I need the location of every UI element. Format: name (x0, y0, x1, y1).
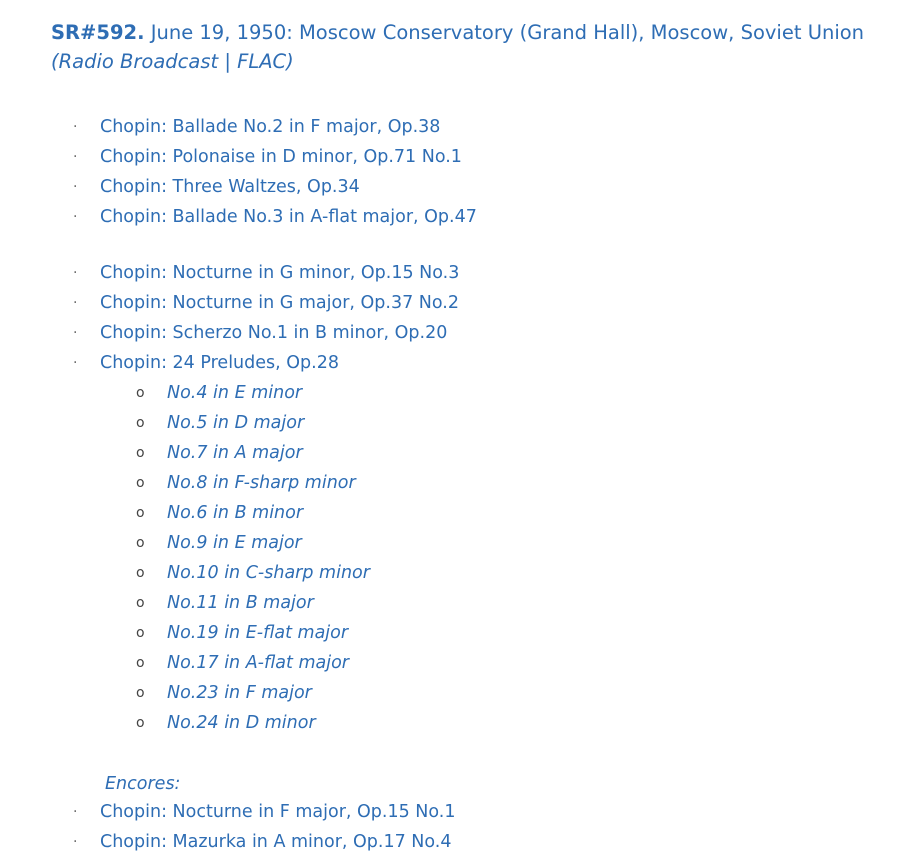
program-item-label: Chopin: Nocturne in G major, Op.37 No.2 (100, 293, 459, 313)
circle-bullet-icon: o (136, 685, 145, 701)
program-item[interactable] (51, 797, 881, 827)
prelude-item[interactable] (51, 438, 881, 468)
program-item[interactable] (51, 318, 881, 348)
circle-bullet-icon: o (136, 415, 145, 431)
circle-bullet-icon: o (136, 505, 145, 521)
program-item-label: Chopin: Polonaise in D minor, Op.71 No.1 (100, 147, 462, 167)
preludes-list (51, 378, 881, 738)
program-item[interactable] (51, 348, 881, 378)
bullet-icon: · (73, 209, 78, 225)
prelude-label: No.6 in B minor (167, 503, 304, 523)
bullet-icon: · (73, 149, 78, 165)
prelude-label: No.17 in A-flat major (167, 653, 349, 673)
program-item[interactable] (51, 202, 881, 232)
prelude-label: No.7 in A major (167, 443, 303, 463)
program-item[interactable] (51, 112, 881, 142)
program-item-label: Chopin: Mazurka in A minor, Op.17 No.4 (100, 832, 452, 852)
bullet-icon: · (73, 295, 78, 311)
program-item[interactable] (51, 258, 881, 288)
prelude-item[interactable] (51, 678, 881, 708)
circle-bullet-icon: o (136, 475, 145, 491)
encores-label: Encores: (105, 774, 181, 794)
circle-bullet-icon: o (136, 535, 145, 551)
prelude-item[interactable] (51, 498, 881, 528)
program-item-label: Chopin: Nocturne in F major, Op.15 No.1 (100, 802, 456, 822)
bullet-icon: · (73, 804, 78, 820)
program-item[interactable] (51, 142, 881, 172)
bullet-icon: · (73, 179, 78, 195)
program-item-label: Chopin: Three Waltzes, Op.34 (100, 177, 360, 197)
prelude-item[interactable] (51, 588, 881, 618)
circle-bullet-icon: o (136, 565, 145, 581)
program-item[interactable] (51, 172, 881, 202)
circle-bullet-icon: o (136, 715, 145, 731)
recording-title: June 19, 1950: Moscow Conservatory (Grand Hall), Moscow, Soviet Union (150, 21, 865, 44)
circle-bullet-icon: o (136, 385, 145, 401)
recording-entry (51, 18, 881, 857)
recording-subtitle: (Radio Broadcast | FLAC) (51, 50, 294, 73)
recording-heading (51, 18, 881, 76)
prelude-item[interactable] (51, 648, 881, 678)
program-item-label: Chopin: Ballade No.2 in F major, Op.38 (100, 117, 441, 137)
prelude-item[interactable] (51, 378, 881, 408)
circle-bullet-icon: o (136, 625, 145, 641)
bullet-icon: · (73, 325, 78, 341)
bullet-icon: · (73, 265, 78, 281)
prelude-label: No.8 in F-sharp minor (167, 473, 356, 493)
prelude-item[interactable] (51, 618, 881, 648)
prelude-item[interactable] (51, 468, 881, 498)
circle-bullet-icon: o (136, 655, 145, 671)
bullet-icon: · (73, 355, 78, 371)
program-item-label: Chopin: Nocturne in G minor, Op.15 No.3 (100, 263, 460, 283)
circle-bullet-icon: o (136, 595, 145, 611)
prelude-item[interactable] (51, 708, 881, 738)
recording-code: SR#592. (51, 21, 145, 44)
prelude-label: No.19 in E-flat major (167, 623, 349, 643)
program-part-2 (51, 258, 881, 378)
program-item-label: Chopin: Scherzo No.1 in B minor, Op.20 (100, 323, 448, 343)
program-item[interactable] (51, 827, 881, 857)
prelude-item[interactable] (51, 528, 881, 558)
prelude-label: No.9 in E major (167, 533, 302, 553)
program-item[interactable] (51, 288, 881, 318)
prelude-label: No.4 in E minor (167, 383, 303, 403)
encores-list (51, 797, 881, 857)
prelude-item[interactable] (51, 558, 881, 588)
prelude-label: No.5 in D major (167, 413, 305, 433)
bullet-icon: · (73, 834, 78, 850)
program-item-label: Chopin: 24 Preludes, Op.28 (100, 353, 339, 373)
bullet-icon: · (73, 119, 78, 135)
prelude-label: No.11 in B major (167, 593, 314, 613)
prelude-label: No.23 in F major (167, 683, 312, 703)
program-item-label: Chopin: Ballade No.3 in A-flat major, Op.47 (100, 207, 477, 227)
prelude-item[interactable] (51, 408, 881, 438)
prelude-label: No.10 in C-sharp minor (167, 563, 370, 583)
prelude-label: No.24 in D minor (167, 713, 316, 733)
circle-bullet-icon: o (136, 445, 145, 461)
program-part-1 (51, 112, 881, 232)
